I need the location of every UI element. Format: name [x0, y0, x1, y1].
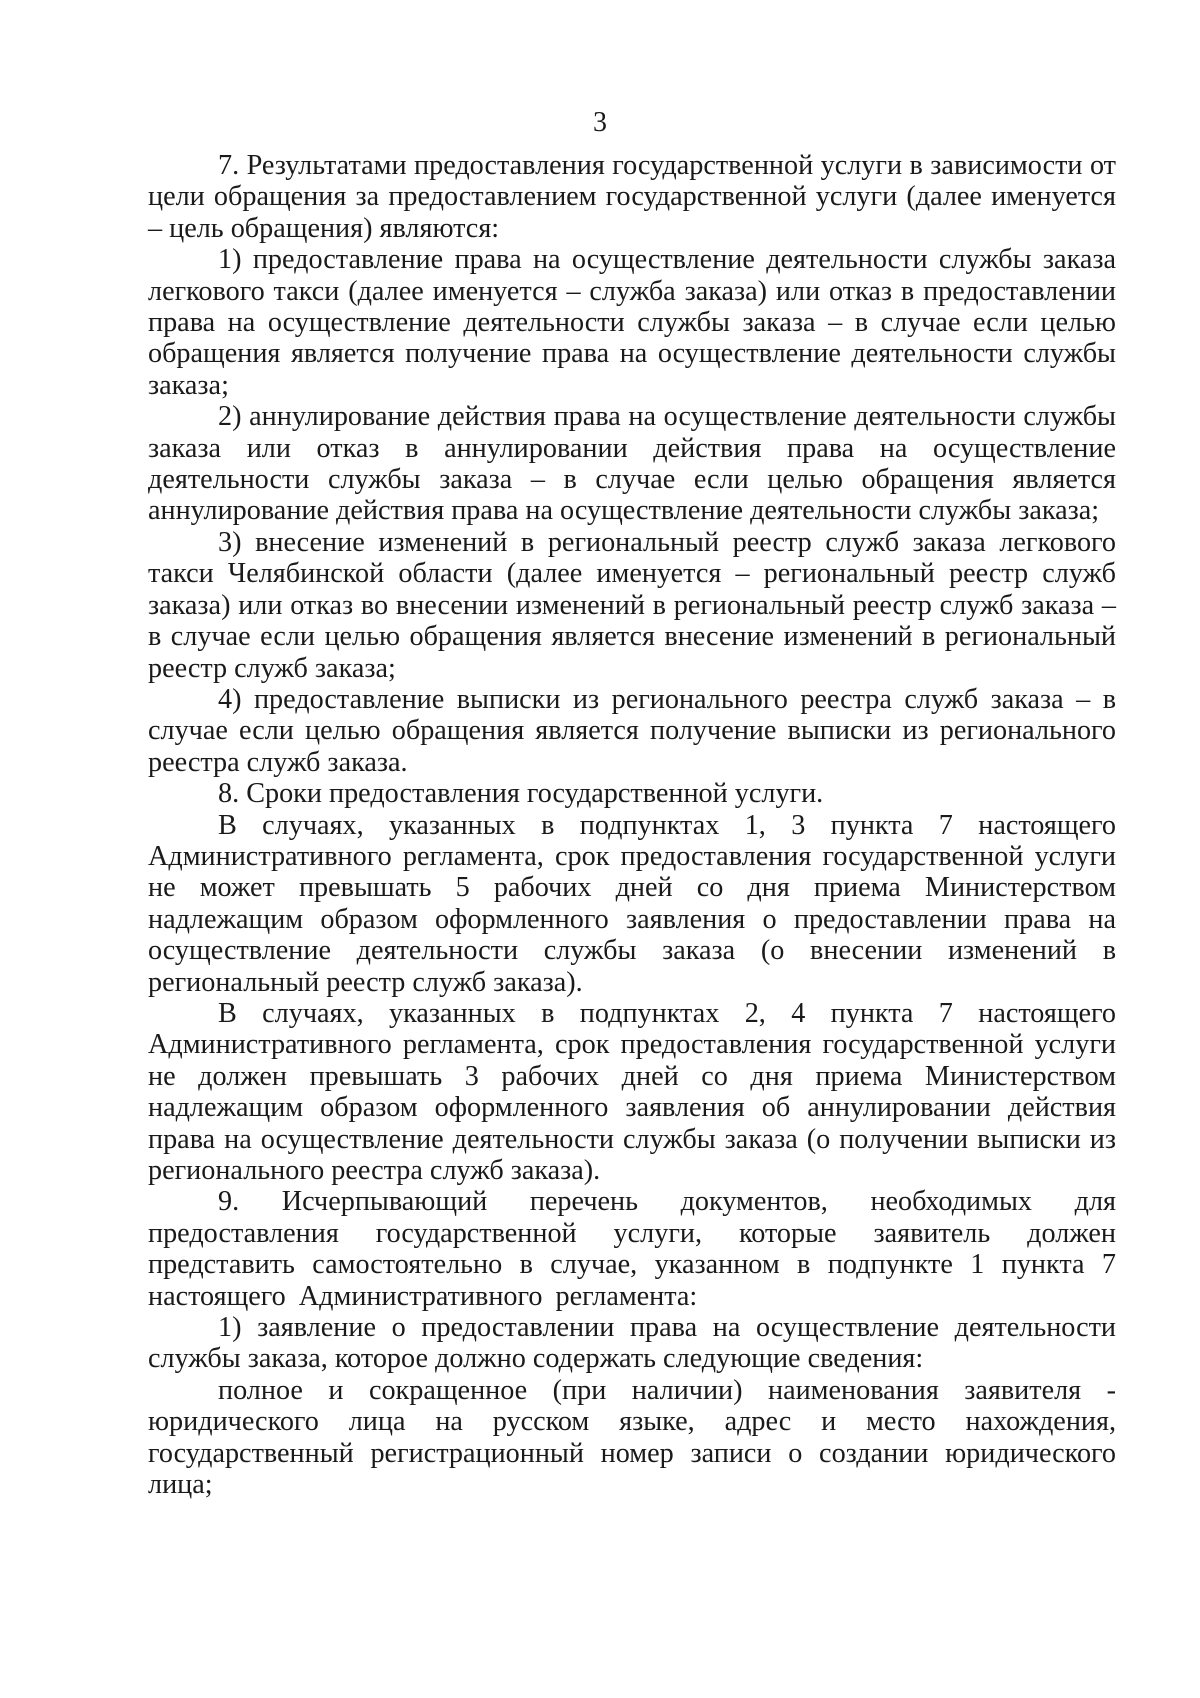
paragraph-subitem-7-2: 2) аннулирование действия права на осуществление деятельности службы заказа или отказ в аннулировании действия права на осуществление деятельности службы заказа – в случае если целью обращения является аннулирование действия права на осуществление деятельности службы заказа; [148, 401, 1116, 527]
paragraph-item-8-term-1: В случаях, указанных в подпунктах 1, 3 пункта 7 настоящего Административного регламента, срок предоставления государственной услуги не может превышать 5 рабочих дней со дня приема Министерством надлежащим образом оформленного заявления о предоставлении права на осуществление деятельности службы заказа (о внесении изменений в региональный реестр служб заказа). [148, 809, 1116, 998]
page-number: 3 [593, 107, 607, 138]
paragraph-item-7: 7. Результатами предоставления государственной услуги в зависимости от цели обращения за предоставлением государственной услуги (далее именуется – цель обращения) являются: [148, 150, 1116, 244]
paragraph-applicant-info: полное и сокращенное (при наличии) наименования заявителя - юридического лица на русском языке, адрес и место нахождения, государственный регистрационный номер записи о создании юридического лица; [148, 1374, 1116, 1501]
document-body [148, 150, 1116, 1500]
paragraph-item-9: 9. Исчерпывающий перечень документов, необходимых для предоставления государственной услуги, которые заявитель должен представить самостоятельно в случае, указанном в подпункте 1 пункта 7 настоящего Административного регламента: [148, 1186, 1116, 1312]
paragraph-subitem-7-1: 1) предоставление права на осуществление деятельности службы заказа легкового такси (далее именуется – служба заказа) или отказ в предоставлении права на осуществление деятельности службы заказа – в случае если целью обращения является получение права на осуществление деятельности службы заказа; [148, 244, 1116, 401]
paragraph-item-8: 8. Сроки предоставления государственной услуги. [218, 778, 824, 810]
paragraph-subitem-7-4: 4) предоставление выписки из регионального реестра служб заказа – в случае если целью обращения является получение выписки из регионального реестра служб заказа. [148, 683, 1116, 778]
paragraph-subitem-9-1: 1) заявление о предоставлении права на осуществление деятельности службы заказа, которое должно содержать следующие сведения: [148, 1312, 1116, 1375]
paragraph-subitem-7-3: 3) внесение изменений в региональный реестр служб заказа легкового такси Челябинской области (далее именуется – региональный реестр служб заказа) или отказ во внесении изменений в региональный реестр служб заказа – в случае если целью обращения является внесение изменений в региональный реестр служб заказа; [148, 526, 1116, 684]
paragraph-item-8-term-2: В случаях, указанных в подпунктах 2, 4 пункта 7 настоящего Административного регламента, срок предоставления государственной услуги не должен превышать 3 рабочих дней со дня приема Министерством надлежащим образом оформленного заявления об аннулировании действия права на осуществление деятельности службы заказа (о получении выписки из регионального реестра служб заказа). [148, 997, 1116, 1186]
